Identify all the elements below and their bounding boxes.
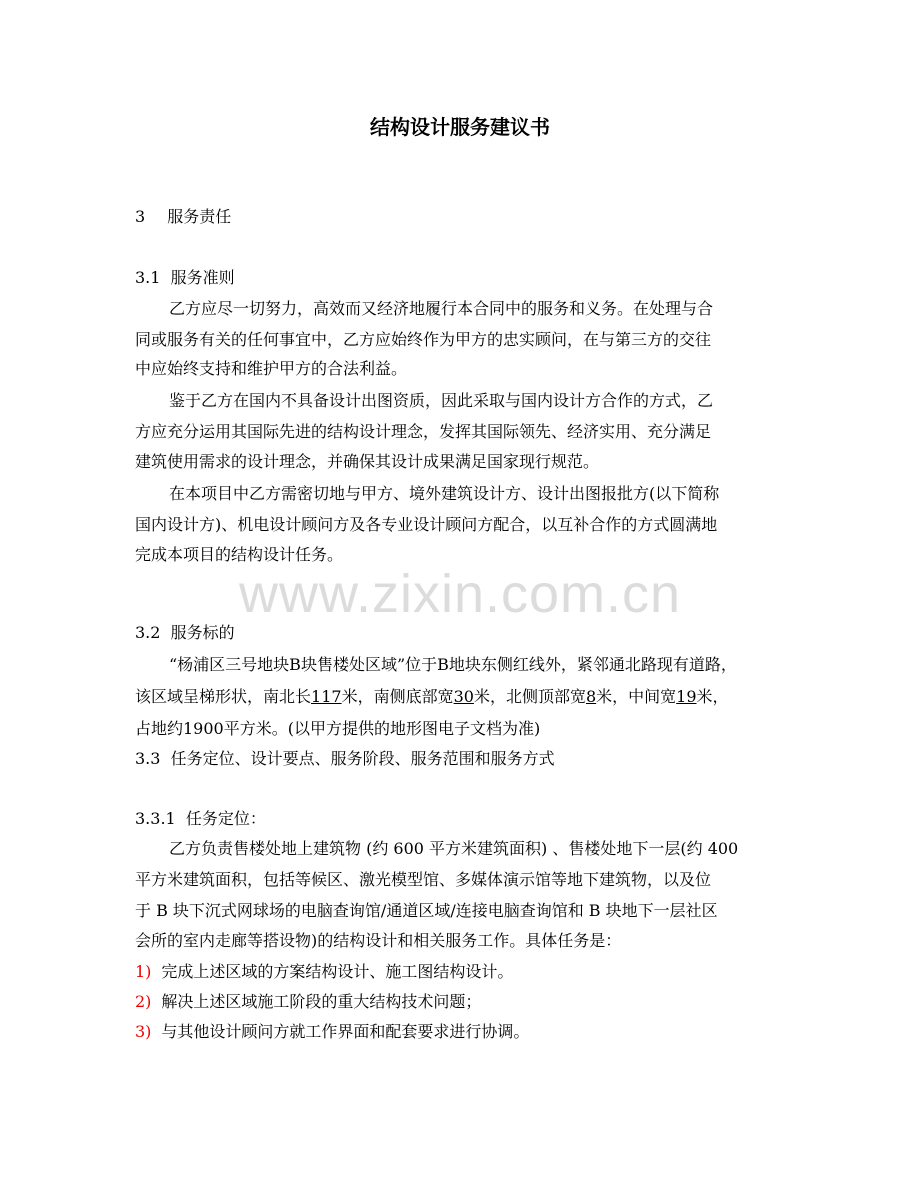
paragraph-line: 乙方应尽一切努力，高效而又经济地履行本合同中的服务和义务。在处理与合 xyxy=(169,299,714,318)
section-3-3-heading: 3.3 任务定位、设计要点、服务阶段、服务范围和服务方式 xyxy=(135,749,555,768)
paragraph-line: 乙方负责售楼处地上建筑物 (约 600 平方米建筑面积) 、售楼处地下一层(约 400 xyxy=(169,839,739,858)
list-text: 解决上述区域施工阶段的重大结构技术问题； xyxy=(161,992,482,1011)
paragraph-line: 平方米建筑面积，包括等候区、激光模型馆、多媒体演示馆等地下建筑物，以及位 xyxy=(135,870,712,889)
text: 该区域呈梯形状，南北长 xyxy=(135,687,312,706)
paragraph-line: 方应充分运用其国际先进的结构设计理念，发挥其国际领先、经济实用、充分满足 xyxy=(135,422,712,441)
paragraph-line: “杨浦区三号地块B块售楼处区域”位于B地块东侧红线外，紧邻通北路现有道路， xyxy=(169,655,737,674)
section-3-3-1-heading: 3.3.1 任务定位： xyxy=(135,809,266,828)
watermark: www.zixin.com.cn xyxy=(238,564,682,624)
middle-width-value: 19 xyxy=(676,687,697,706)
list-text: 完成上述区域的方案结构设计、施工图结构设计。 xyxy=(161,962,514,981)
page-title: 结构设计服务建议书 xyxy=(370,115,550,139)
list-number: 2) xyxy=(135,992,152,1011)
paragraph-line: 同或服务有关的任何事宜中，乙方应始终作为甲方的忠实顾问，在与第三方的交往 xyxy=(135,330,712,349)
list-number: 1) xyxy=(135,962,152,981)
text: 米， xyxy=(696,687,729,706)
paragraph-line: 建筑使用需求的设计理念，并确保其设计成果满足国家现行规范。 xyxy=(135,452,600,471)
paragraph-line: 在本项目中乙方需密切地与甲方、境外建筑设计方、设计出图报批方(以下简称 xyxy=(169,484,720,503)
paragraph-line: 鉴于乙方在国内不具备设计出图资质，因此采取与国内设计方合作的方式，乙 xyxy=(169,391,714,410)
paragraph-line: 于 B 块下沉式网球场的电脑查询馆/通道区域/连接电脑查询馆和 B 块地下一层社区 xyxy=(135,901,718,920)
south-width-value: 30 xyxy=(453,687,474,706)
section-number: 3 xyxy=(135,207,146,226)
paragraph-line: 中应始终支持和维护甲方的合法利益。 xyxy=(135,359,408,378)
text: 米，中间宽 xyxy=(596,687,677,706)
paragraph-line: 会所的室内走廊等搭设物)的结构设计和相关服务工作。具体任务是： xyxy=(135,931,622,950)
length-value: 117 xyxy=(311,687,342,706)
paragraph-line: 国内设计方)、机电设计顾问方及各专业设计顾问方配合，以互补合作的方式圆满地 xyxy=(135,515,718,534)
section-3-1-heading: 3.1 服务准则 xyxy=(135,268,235,287)
list-item xyxy=(135,1022,529,1042)
list-text: 与其他设计顾问方就工作界面和配套要求进行协调。 xyxy=(161,1022,530,1041)
text: 米，北侧顶部宽 xyxy=(473,687,586,706)
paragraph-line: 完成本项目的结构设计任务。 xyxy=(135,545,344,564)
list-number: 3) xyxy=(135,1022,152,1041)
list-item xyxy=(135,992,481,1012)
list-item xyxy=(135,962,513,982)
section-title: 服务责任 xyxy=(167,207,232,226)
section-3-2-heading: 3.2 服务标的 xyxy=(135,623,235,642)
paragraph-line: 占地约1900平方米。(以甲方提供的地形图电子文档为准) xyxy=(135,719,541,738)
paragraph-line xyxy=(135,687,729,707)
north-width-value: 8 xyxy=(585,687,597,706)
section-3-heading xyxy=(135,207,231,227)
text: 米，南侧底部宽 xyxy=(341,687,454,706)
